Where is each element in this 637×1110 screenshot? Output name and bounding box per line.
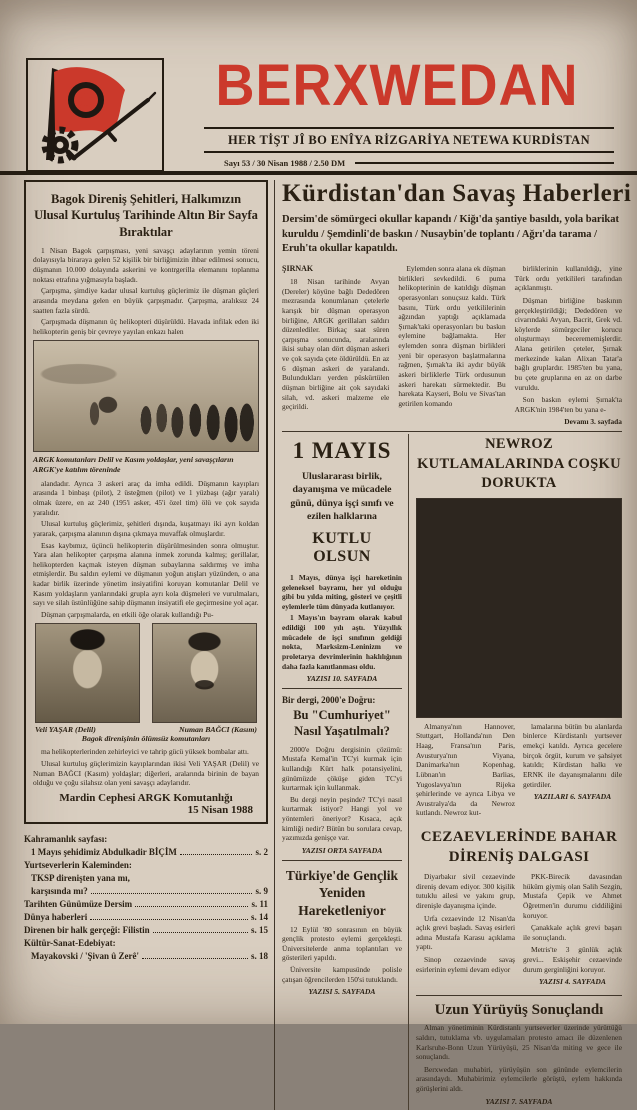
issue-rule (355, 162, 614, 164)
index-heading (24, 937, 268, 950)
middle-subcolumn (282, 434, 409, 1110)
mayday-title: 1 MAYIS (292, 438, 392, 464)
war-news-headline: Kürdistan'dan Savaş Haberleri (282, 180, 632, 207)
index-leader (135, 906, 248, 907)
photo-argk-ceremony (33, 340, 259, 452)
photo-argk-caption: ARGK komutanları Delil ve Kasım yoldaşlar, yeni savaşçıların ARGK'ye katılım töreninde (33, 455, 234, 475)
index-entry (24, 950, 268, 963)
prisons-columns (416, 872, 622, 990)
youth-page-ref: YAZISI 5. SAYFADA (308, 987, 376, 997)
index-label: Tarihten Günümüze Dersim (24, 899, 133, 910)
war-news-subhead: Dersim'de sömürgeci okullar kapandı / Kiğı'da şantiye basıldı, yola barikat kuruldu / Şemdinli'de baskın / Nusaybin'de toplantı / Ağrı'da tarama / Eruh'ta okullar kapatıldı. (282, 214, 620, 255)
long-march-article (416, 1002, 622, 1105)
article-bagok-paragraph: Düşman çarpışmalarda, en etkili öğe olarak kullandığı Pu- (41, 609, 214, 619)
article-bagok-paragraph: Çarpışmada düşmanın üç helikopteri düşürüldü. Havada infilak eden iki helikopterin geniş bir çevreye yayılan enkazı halen (33, 317, 259, 336)
article-bagok-paragraph: alandadır. Ayrıca 3 askeri araç da imha edildi. Düşmanın kayıpları arasında 1 binbaşı (pilot), 2 üsteğmen (pilot) ve 1 yüzbaşı (ağır yaralı) olmak üzere, en az 240 (195'i asker, 45'i özel tim) ölü ve çok sayıda yaralıdır. (33, 478, 259, 517)
article-bagok-paragraph: Çarpışma, şimdiye kadar ulusal kurtuluş güçlerimiz ile düşman güçleri arasında meydana gelen en büyük çarpışmadır. Çarpışma, aralıksız 24 saatten fazla sürdü. (33, 286, 259, 315)
long-march-paragraph: Berxwedan muhabiri, yürüyüşün son gününde eylemcilerin arasındaydı. Muhabirimiz eylemcilerle görüştü, eylem hakkında görüşlerini aldı. (416, 1064, 622, 1093)
index-page: s. 9 (255, 886, 268, 897)
portrait-captions (35, 725, 257, 734)
article-bagok-paragraph: ma helikopterlerinden zehirleyici ve tahrip gücü yüksek bombalar attı. (41, 747, 249, 757)
index-label: 1 Mayıs şehidimiz Abdulkadir BİÇİM (31, 846, 177, 857)
newroz-col-1 (416, 722, 515, 821)
magazine-headline: Bu "Cumhuriyet" Nasıl Yaşatılmalı? (293, 708, 391, 739)
newroz-paragraph: lamalarına bütün bu alanlarda binlerce Kürdistanlı yurtsever emekçi katıldı. Ayrıca gecelere birçok örgüt, kurum ve şahsiyet katıldı; Kürdistan halkı ve ERNK ile dayanışmalarını dile getirdiler. (523, 721, 622, 789)
index-label: Kültür-Sanat-Edebiyat: (24, 938, 116, 949)
index-label: Dünya haberleri (24, 912, 88, 923)
portrait-veli-yasar (35, 623, 140, 723)
article-bagok-paragraph: Esas kaybımız, üçüncü helikopterin düşürülmesinden sonra olmuştur. Yara alan helikopter çarpışma alanına inmek zorunda kalmış; gerillalar, helikopterden kaçmak isteyen düşman subaylarına saldırmış ve imha etmişlerdir. Bu saldırı eylemi ve düşmanın yoğun atışları yüzünden, o ana kadar birlik üzerinde yönetim insiyatifini koruyan komutanlar Delil ve Kasım yoldaşların yanlarındaki grupla ayrı kola düşmeleri ve vurulmaları, sayı ve silah üstünlüğüne sahip düşmanın insiyatifi ele geçirmesine yol açar. (33, 540, 259, 608)
contents-index (24, 833, 268, 963)
war-news-columns (282, 264, 622, 426)
article-bagok-paragraph: Ulusal kurtuluş güçlerimiz, şehitleri dışında, kuşatmayı iki ayrı koldan yararak, çarpışma alanının dışına çıkmaya muvaffak olmuşlardır. (33, 519, 259, 538)
index-leader (142, 958, 248, 959)
mayday-paragraph: 1 Mayıs, dünya işçi hareketinin geleneksel bayramı, her yıl olduğu gibi bu yılda miting, gösteri ve çeşitli eylemlerle tüm dünyada kutlanıyor. (282, 572, 402, 611)
portrait-numan-bagci (152, 623, 257, 723)
magazine-paragraph: Bu dergi neyin peşinde? TC'yi nasıl kurtarmak istiyor? Hangi yol ve yöntemleri öneriyor? Kısaca, açık kimliği nedir? Bütün bu sorulara cevap, yazımızda genişçe var. (282, 794, 402, 843)
newroz-paragraph: Almanya'nın Hannover, Stuttgart, Hollanda'nın Den Haag, Fransa'nın Paris, Avusturya'nın Viyana, Danimarka'nın Kopenhag, Lübnan'ın Barlias, Yugoslavya'nın Rijeka şehirlerinde ve ayrıca Libya ve Avustralya'da da Newroz kutlandı. Newroz kut- (416, 721, 515, 818)
index-label: TKSP direnişten yana mı, (31, 872, 130, 883)
war-news-paragraph: Son baskın eylemi Şırnak'ta ARGK'nin 1984'ten bu yana e- (514, 395, 622, 414)
newroz-page-ref: YAZILARI 6. SAYFADA (533, 792, 612, 802)
header-divider (0, 171, 637, 175)
prisons-paragraph: Metris'te 3 günlük açlık grevi... Eskişehir cezaevinde durum gerginliğini koruyor. (523, 945, 622, 974)
index-label: Mayakovski / 'Şivan û Zerê' (31, 951, 140, 962)
newroz-columns (416, 722, 622, 821)
index-entry (24, 911, 268, 924)
prisons-paragraph: PKK-Birecik davasından hüküm giymiş olan Salih Sezgin, Mustafa Çepik ve Ahmet Öğretmen'in durumu ciddiliğini koruyor. (523, 872, 622, 920)
right-subcolumn (409, 434, 622, 1110)
section-divider (282, 860, 402, 861)
martyr-portraits (35, 623, 257, 723)
index-heading (24, 859, 268, 872)
section-divider (282, 431, 622, 432)
war-news-paragraph: 18 Nisan tarihinde Avyan (Dereler) köyüne bağlı Dededören mezrasında konumlanan çetelerle karışık bir düşman operasyon birliğine, ARGK gerillaları saldırı düzenlediler. Birkaç saat süren çarpışma sonucunda, aralarında ikisi subay olan dört düşman askeri ve çok sayıda çete öldürüldü. En az 6 düşman askeri de yaralandı. Bulundukları yerden püskürtülen düşman birliğine ait çok sayıdaki silah, vd. askeri malzeme ele geçirildi. (282, 277, 390, 412)
index-label: karşısında mı? (31, 886, 88, 897)
index-entry (24, 885, 268, 898)
prisons-paragraph: Çanakkale açlık grevi başarı ile sonuçlandı. (523, 923, 622, 942)
mayday-greeting: KUTLU OLSUN (312, 529, 372, 565)
portrait-numan-bagci-caption: Numan BAĞCI (Kasım) (179, 724, 257, 734)
youth-paragraph: Üniversite kampusünde polisle çatışan öğrencilerden 150'si tutuklandı. (282, 965, 402, 984)
newroz-headline: NEWROZ KUTLAMALARINDA COŞKU DORUKTA (417, 436, 621, 492)
long-march-headline: Uzun Yürüyüş Sonuçlandı (434, 1002, 604, 1019)
article-signature-date: 15 Nisan 1988 (187, 803, 253, 816)
prisons-paragraph: Diyarbakır sivil cezaevinde direniş devam ediyor. 300 kişilik tutuklu ailesi ve yakını grup, direnişle dayanışma içinde. (416, 872, 515, 910)
index-page: s. 11 (251, 899, 268, 910)
index-label: Yurtseverlerin Kaleminden: (24, 859, 132, 870)
newspaper-logo (26, 58, 164, 172)
newspaper-slogan: HER TİŞT JÎ BO ENÎYA RİZGARİYA NETEWA KURDİSTAN (204, 127, 614, 153)
war-news-col-1 (282, 264, 389, 426)
war-news-col-3 (515, 264, 622, 426)
index-entry (24, 924, 268, 937)
index-entry (24, 872, 268, 885)
index-leader (91, 893, 253, 894)
long-march-page-ref: YAZISI 7. SAYFADA (485, 1096, 553, 1106)
prisons-paragraph: Sinop cezaevinde savaş esirlerinin eylemi devam ediyor (416, 955, 515, 974)
newspaper-title: BERXWEDAN (215, 53, 579, 118)
article-bagok (24, 180, 268, 824)
portraits-shared-caption: Bagok direnişinin ölümsüz komutanları (81, 733, 211, 743)
prisons-col-1 (416, 872, 515, 990)
youth-paragraph: 12 Eylül '80 sonrasının en büyük gençlik protesto eylemi gerçekleşti. Üniversitelerde anma toplantıları ve gösterileri yapıldı. (282, 924, 402, 963)
war-news-dateline: ŞIRNAK (282, 264, 314, 274)
prisons-col-2 (523, 872, 622, 990)
index-leader (180, 854, 253, 855)
section-divider (416, 995, 622, 996)
article-signature: Mardin Cephesi ARGK Komutanlığı (59, 791, 233, 804)
article-bagok-paragraph: 1 Nisan Bagok çarpışması, yeni savaşçı adaylarının yemin töreni dolayısıyla biraraya gelen 52 kişilik bir birliğimizin ihbar edilmesi sonucu, düşmanın 10.000 dolayında askerini ve kontrgerilla elemanını toplanma noktası etrafına yığmasıyla başladı. (33, 245, 259, 284)
flag-star-gear-rifle-icon (28, 60, 158, 166)
index-entry (24, 846, 268, 859)
prisons-paragraph: Urfa cezaevinde 12 Nisan'da açlık grevi başladı. Savaş esirleri adına Mustafa Karasu açıklama yaptı. (416, 913, 515, 952)
portrait-veli-yasar-caption: Veli YAŞAR (Delil) (35, 724, 96, 734)
magazine-paragraph: 2000'e Doğru dergisinin çözümü: Mustafa Kemal'in TC'yi kurmak için kullandığı Kürt halk potansiyelini, günümüzde çöküşe giden TC'yi kurtarmak için kullanmak. (282, 744, 402, 793)
prisons-page-ref: YAZISI 4. SAYFADA (539, 977, 606, 987)
section-divider (282, 688, 402, 689)
youth-headline: Türkiye'de Gençlik Yeniden Hareketleniyor (285, 867, 399, 919)
war-news-paragraph: Düşman birliğine baskının gerçekleştirildiği; Dededören ve civarındaki Avyan, Bacrit, Grek vd. köylerde sömürgeciler korucu oluşturmayı becerememişlerdir. Alana getirilen çeteler, Şırnak merkezinde kalan Alixan Tatar'a bağlı gruplardır. 1985'ten bu yana, bu çete gruplarına en az on darbe vuruldu. (514, 295, 622, 392)
index-label: Kahramanlık sayfası: (24, 833, 108, 844)
index-page: s. 2 (255, 846, 268, 857)
magazine-kicker: Bir dergi, 2000'e Doğru: (282, 695, 376, 706)
long-march-paragraph: Alman yönetiminin Kürdistanlı yurtseverler üzerinde yürüttüğü saldırı, tutuklama vb. uygulamaları protesto amacı ile düzenlenen Karlsruhe-Bonn Uzun Yürüyüşü, 25 Nisan'da miting ve gece ile sonuçlandı. (416, 1023, 622, 1062)
prisons-headline: CEZAEVLERİNDE BAHAR DİRENİŞ DALGASI (420, 829, 618, 865)
issue-info: Sayı 53 / 30 Nisan 1988 / 2.50 DM (224, 158, 346, 168)
mayday-paragraph: 1 Mayıs'ın bayram olarak kabul edildiği 100 yılı aştı. Yüzyıllık mücadele de işçi sınıfının geldiği nokta, Marksizm-Leninizm ve proletarya devrimlerinin haklılığının daha fazla kanıtlanması oldu. (282, 613, 402, 671)
war-news-paragraph: birliklerinin kullanıldığı, yine Türk ordu yetkilileri tarafından açıklanmıştı. (514, 264, 622, 293)
index-heading (24, 833, 268, 846)
index-label: Direnen bir halk gerçeği: Filistin (24, 925, 150, 936)
mayday-dedication: Uluslararası birlik, dayanışma ve mücadele günü, dünya işçi sınıfı ve ezilen halklarına (290, 471, 394, 522)
war-news-paragraph: Eylemden sonra alana ek düşman birlikleri sevkedildi. 6 puma helikopterinin de katıldığı düşman operasyonları sonuçsuz kaldı. Türk basını, Türk ordu yetkililerinin ağzından yaptığı açıklamada Şırnak'taki operasyonları bu baskın eylemine bağlamakta. Her eylemden sonra düşman birlikleri yeni bir operasyon başlatmalarına rağmen, Şırnak'ta iki aydır büyük askeri birliklerle Türk ordusunun askeri harekatı sürmektedir. Bu harekata Kayseri, Bolu ve Sivas'tan getirilen komando (398, 264, 506, 408)
issue-info-row (224, 158, 614, 168)
index-page: s. 15 (250, 925, 268, 936)
index-leader (90, 919, 248, 920)
magazine-page-ref: YAZISI ORTA SAYFADA (301, 845, 383, 855)
article-bagok-paragraph: Ulusal kurtuluş güçlerimizin kayıplarından ikisi Veli YAŞAR (Delil) ve Numan BAĞCI (Kasım) yoldaşlar; diğerleri, aralarında birinin de bayan olduğu ve çoğu silahsız olan yeni savaşçı adaylarıdır. (33, 758, 259, 788)
index-page: s. 14 (250, 912, 268, 923)
index-page: s. 18 (250, 951, 268, 962)
photo-newroz-celebration (416, 498, 622, 718)
war-news-continued: Devamı 3. sayfada (564, 417, 622, 427)
article-bagok-headline: Bagok Direniş Şehitleri, Halkımızın Ulusal Kurtuluş Tarihinde Altın Bir Sayfa Bıraktılar (34, 192, 258, 239)
war-news-col-2 (398, 264, 505, 426)
mayday-page-ref: YAZISI 10. SAYFADA (306, 674, 378, 684)
index-entry (24, 898, 268, 911)
index-leader (153, 932, 248, 933)
newroz-col-2 (523, 722, 622, 821)
